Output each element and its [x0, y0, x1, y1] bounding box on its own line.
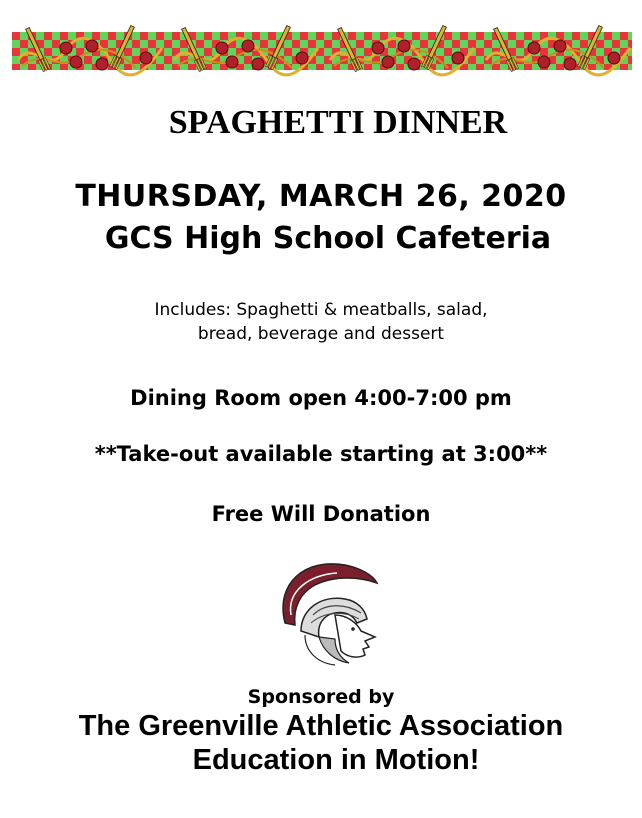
meatball: [382, 56, 394, 68]
fork-icon: [109, 25, 136, 70]
meatball: [608, 52, 620, 64]
event-title: SPAGHETTI DINNER: [168, 104, 508, 141]
takeout-notice: **Take-out available starting at 3:00**: [94, 442, 548, 466]
event-date: THURSDAY, MARCH 26, 2020: [75, 179, 567, 214]
menu-includes-line2: bread, beverage and dessert: [197, 324, 445, 344]
meatball: [96, 58, 108, 70]
sponsored-by-label: Sponsored by: [247, 686, 395, 708]
fork-icon: [577, 25, 604, 70]
donation-note: Free Will Donation: [211, 502, 431, 526]
fork-icon: [336, 27, 363, 72]
menu-includes-line1: Includes: Spaghetti & meatballs, salad,: [154, 300, 488, 320]
dining-hours: Dining Room open 4:00-7:00 pm: [130, 386, 512, 410]
fork-icon: [492, 27, 519, 72]
meatball: [538, 56, 550, 68]
meatball: [226, 56, 238, 68]
sponsor-motto: Education in Motion!: [192, 744, 480, 776]
meatball: [528, 42, 540, 54]
sponsor-name: The Greenville Athletic Association: [78, 710, 564, 742]
meatball: [296, 52, 308, 64]
fork-icon: [265, 25, 292, 70]
fork-icon: [180, 27, 207, 72]
meatball: [252, 58, 264, 70]
meatball: [70, 56, 82, 68]
meatball: [564, 58, 576, 70]
meatball: [242, 40, 254, 52]
event-venue: GCS High School Cafeteria: [104, 221, 552, 256]
meatball: [372, 42, 384, 54]
fork-icon: [24, 27, 51, 72]
meatball: [408, 58, 420, 70]
meatball: [216, 42, 228, 54]
meatball: [452, 52, 464, 64]
meatball: [554, 40, 566, 52]
trojan-helmet-icon: [265, 553, 391, 669]
spaghetti-fork-icon-row: [12, 18, 632, 78]
meatball: [140, 52, 152, 64]
meatball: [86, 40, 98, 52]
fork-icon: [421, 25, 448, 70]
checkered-border: [12, 18, 632, 78]
meatball: [60, 42, 72, 54]
meatball: [398, 40, 410, 52]
